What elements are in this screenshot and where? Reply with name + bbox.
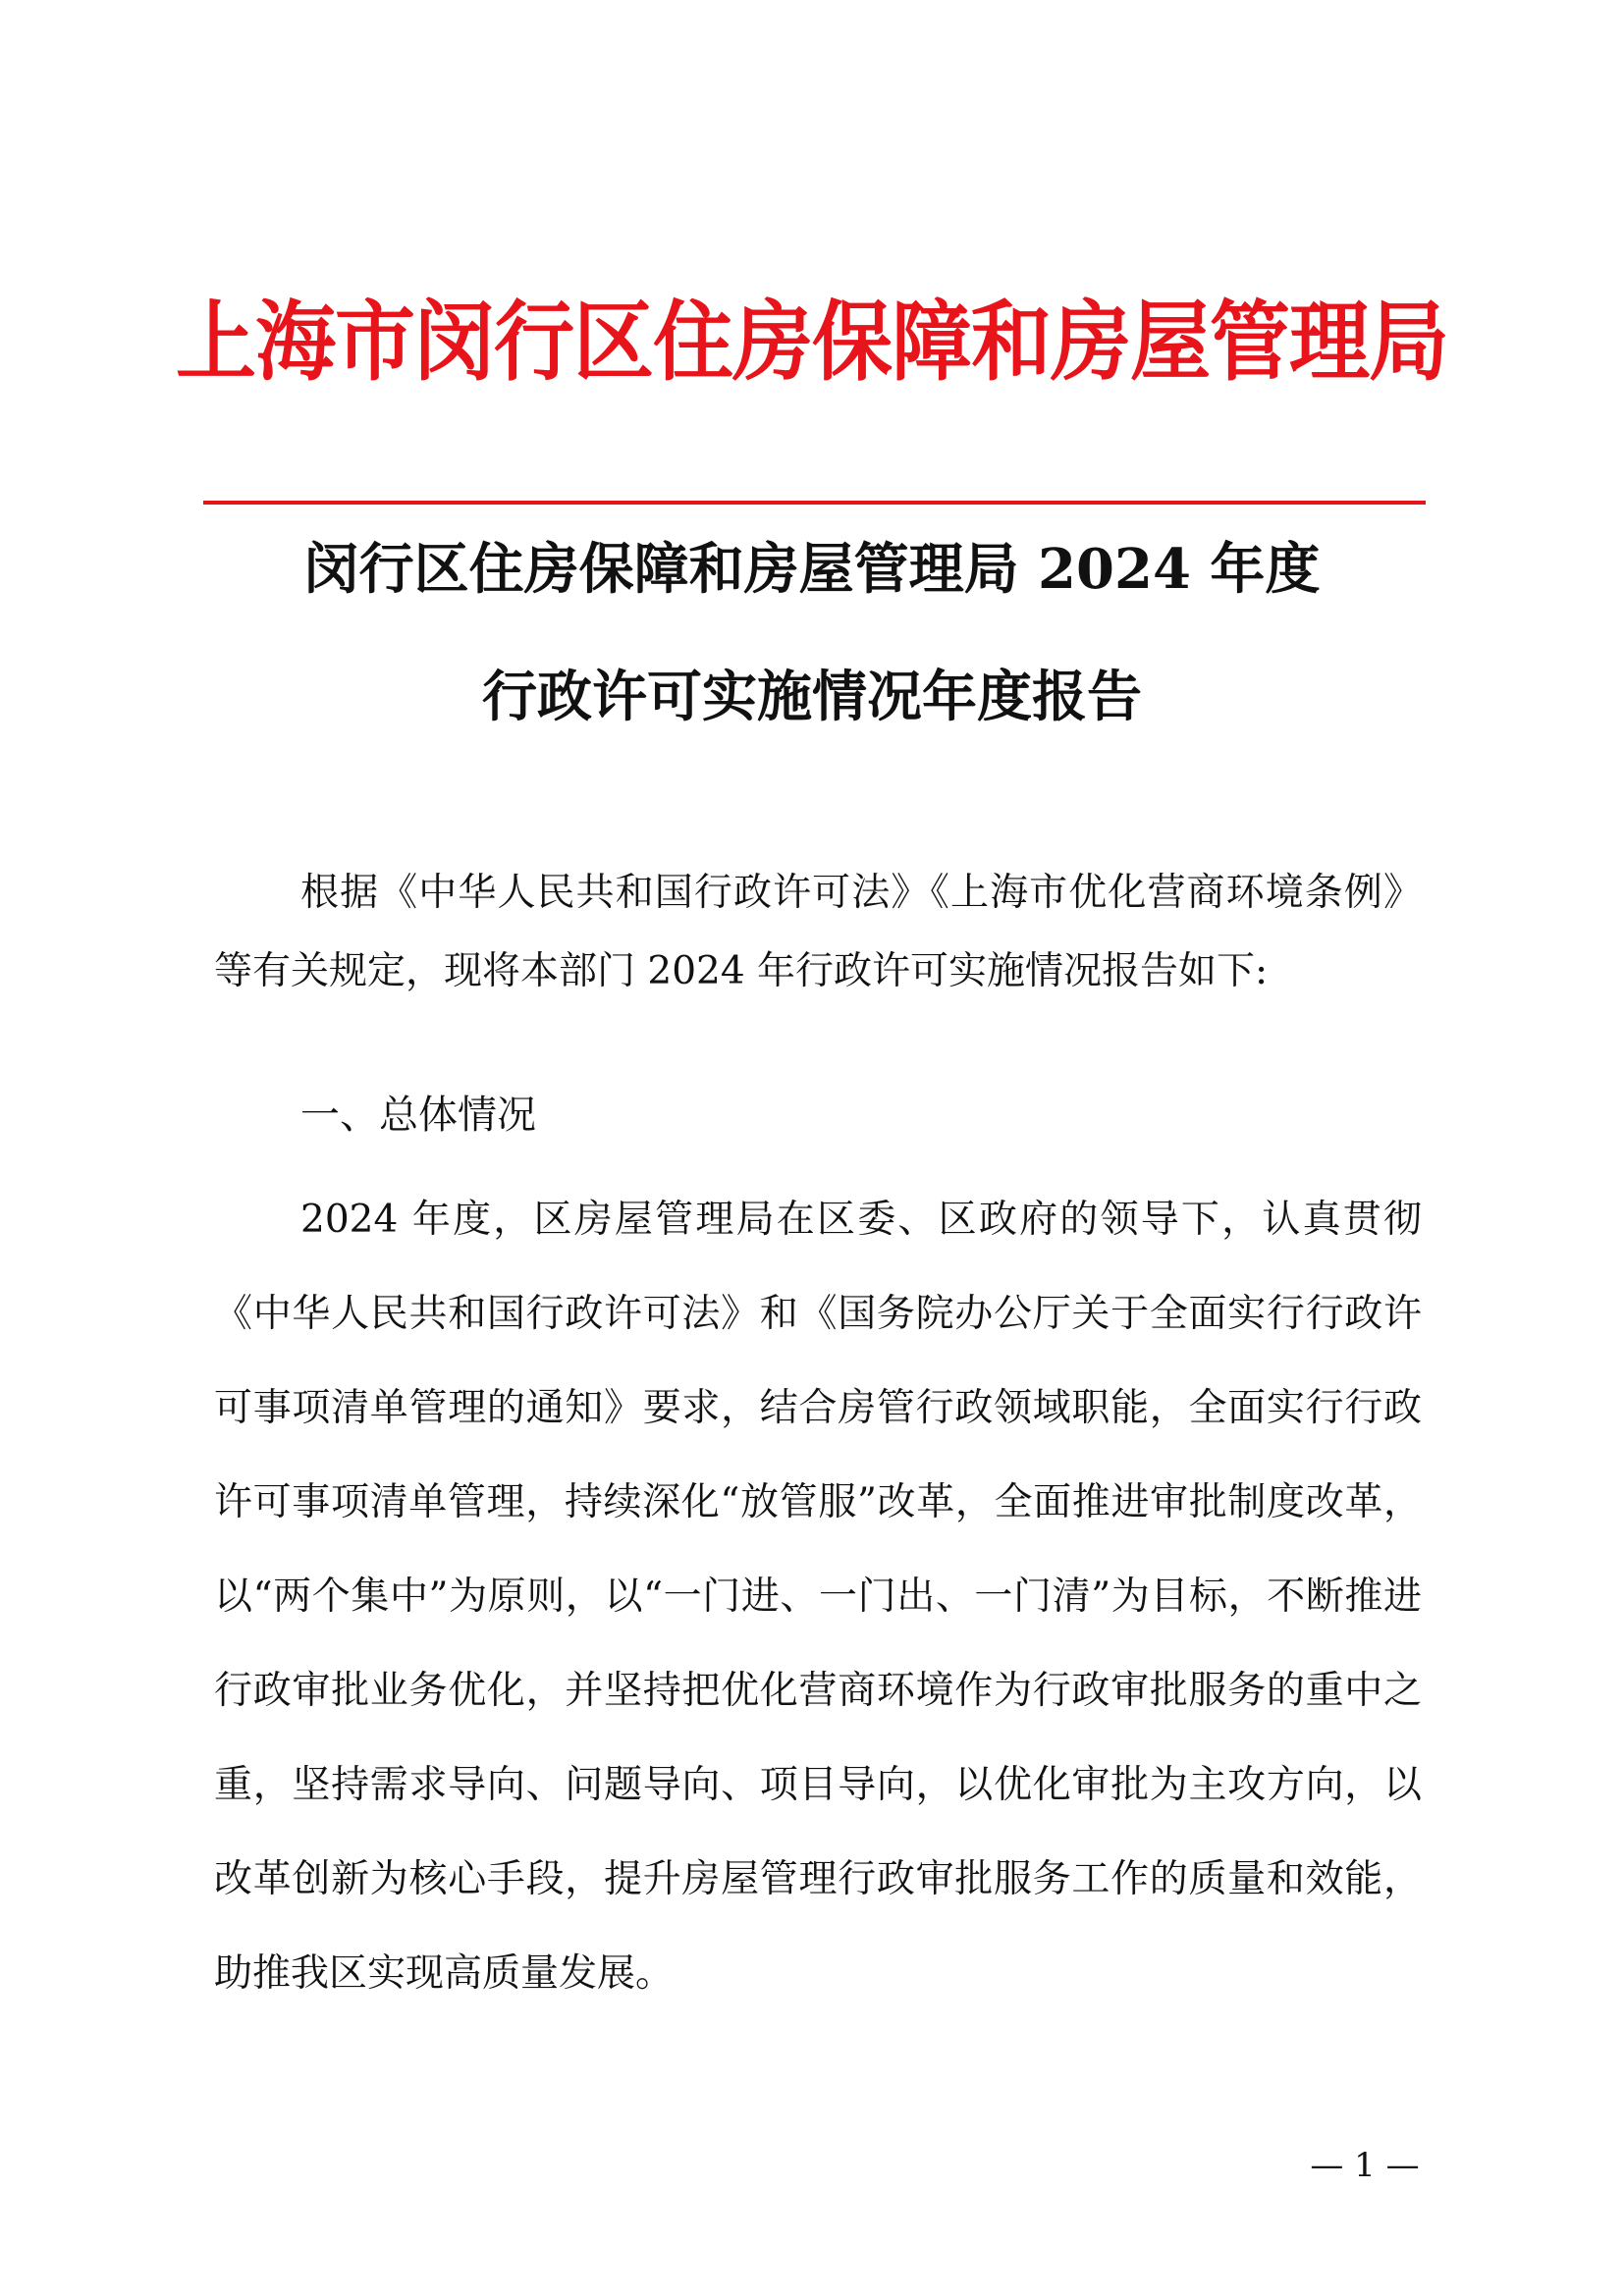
document-title-line-2: 行政许可实施情况年度报告 <box>482 665 1142 729</box>
section-overall-paragraph: 2024 年度，区房屋管理局在区委、区政府的领导下，认真贯彻《中华人民共和国行政许可法》和《国务院办公厅关于全面实行行政许可事项清单管理的通知》要求，结合房管行政领域职能，全面实行行政许可事项清单管理，持续深化“放管服”改革，全面推进审批制度改革，以“两个集中”为原则，以“一门进、一门出、一门清”为目标，不断推进行政审批业务优化，并坚持把优化营商环境作为行政审批服务的重中之重，坚持需求导向、问题导向、项目导向，以优化审批为主攻方向，以改革创新为核心手段，提升房屋管理行政审批服务工作的质量和效能，助推我区实现高质量发展。 <box>214 1198 1422 1996</box>
red-divider-line <box>203 501 1426 505</box>
section-heading-overall: 一、总体情况 <box>300 1093 536 1138</box>
letterhead-org-name: 上海市闵行区住房保障和房屋管理局 <box>175 293 1448 394</box>
intro-paragraph: 根据《中华人民共和国行政许可法》《上海市优化营商环境条例》等有关规定，现将本部门 2024 年行政许可实施情况报告如下: <box>214 871 1422 993</box>
document-title-line-1: 闵行区住房保障和房屋管理局 2024 年度 <box>303 537 1321 602</box>
page-number: — 1 — <box>1310 2146 1420 2185</box>
